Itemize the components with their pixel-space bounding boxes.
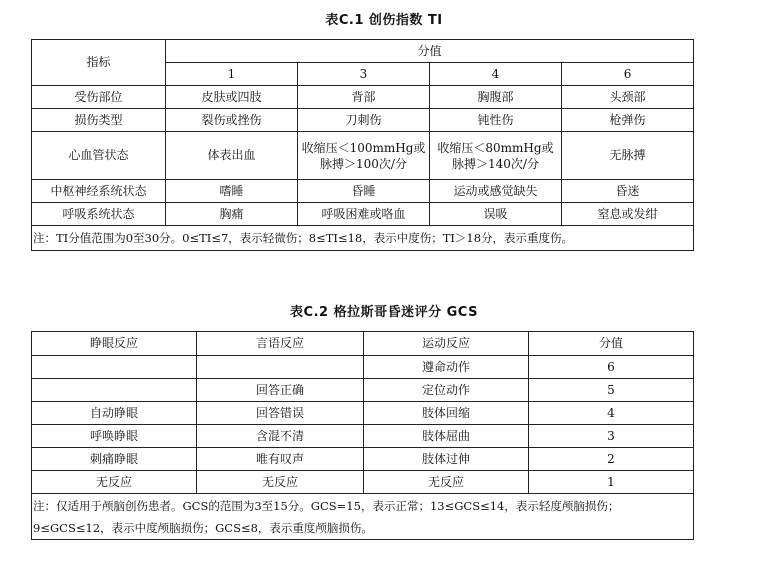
table-row — [32, 402, 694, 425]
motor-response: 肢体回缩 — [364, 402, 529, 425]
table1-note: 注：TI分值范围为0至30分。0≤TI≤7，表示轻微伤；8≤TI≤18，表示中度伤；TI＞18分，表示重度伤。 — [32, 226, 694, 251]
table-cell: 误吸 — [430, 203, 562, 226]
table-row — [32, 132, 694, 180]
verbal-response: 含混不清 — [197, 425, 364, 448]
table-row — [32, 471, 694, 494]
table-cell: 刀刺伤 — [298, 109, 430, 132]
eye-response: 自动睁眼 — [32, 402, 197, 425]
row-label: 呼吸系统状态 — [32, 203, 166, 226]
verbal-response: 唯有叹声 — [197, 448, 364, 471]
gcs-score: 4 — [529, 402, 694, 425]
motor-response: 定位动作 — [364, 379, 529, 402]
verbal-response: 回答错误 — [197, 402, 364, 425]
score-value: 6 — [562, 63, 694, 86]
motor-response: 肢体过伸 — [364, 448, 529, 471]
motor-response: 无反应 — [364, 471, 529, 494]
verbal-response — [197, 356, 364, 379]
table2-note: 注：仅适用于颅脑创伤患者。GCS的范围为3至15分。GCS=15，表示正常；13≤GCS≤14，表示轻度颅脑损伤；9≤GCS≤12，表示中度颅脑损伤；GCS≤8，表示重度颅脑损伤。 — [32, 494, 694, 540]
table-cell: 钝性伤 — [430, 109, 562, 132]
row-label: 心血管状态 — [32, 132, 166, 180]
table-row — [32, 86, 694, 109]
eye-response: 无反应 — [32, 471, 197, 494]
column-header: 运动反应 — [364, 332, 529, 356]
table-cell: 胸痛 — [166, 203, 298, 226]
motor-response: 肢体屈曲 — [364, 425, 529, 448]
indicator-header: 指标 — [32, 40, 166, 86]
row-label: 受伤部位 — [32, 86, 166, 109]
eye-response — [32, 356, 197, 379]
table-cell: 头颈部 — [562, 86, 694, 109]
gcs-score: 6 — [529, 356, 694, 379]
table-cell: 裂伤或挫伤 — [166, 109, 298, 132]
score-value: 3 — [298, 63, 430, 86]
motor-response: 遵命动作 — [364, 356, 529, 379]
gcs-score: 3 — [529, 425, 694, 448]
table-cell: 呼吸困难或咯血 — [298, 203, 430, 226]
row-label: 中枢神经系统状态 — [32, 180, 166, 203]
table-cell: 昏迷 — [562, 180, 694, 203]
score-value: 1 — [166, 63, 298, 86]
eye-response: 刺痛睁眼 — [32, 448, 197, 471]
table-cell: 嗜睡 — [166, 180, 298, 203]
eye-response: 呼唤睁眼 — [32, 425, 197, 448]
table-row — [32, 203, 694, 226]
verbal-response: 回答正确 — [197, 379, 364, 402]
table-row — [32, 448, 694, 471]
column-header: 分值 — [529, 332, 694, 356]
table-row — [32, 379, 694, 402]
table-cell: 体表出血 — [166, 132, 298, 180]
table-row — [32, 425, 694, 448]
gcs-score: 5 — [529, 379, 694, 402]
table1-title: 表C.1 创伤指数 TI — [325, 13, 443, 28]
score-value: 4 — [430, 63, 562, 86]
table-cell: 昏睡 — [298, 180, 430, 203]
eye-response — [32, 379, 197, 402]
table-cell: 窒息或发绀 — [562, 203, 694, 226]
table-cell: 胸腹部 — [430, 86, 562, 109]
column-header: 睁眼反应 — [32, 332, 197, 356]
row-label: 损伤类型 — [32, 109, 166, 132]
gcs-score: 2 — [529, 448, 694, 471]
table-cell: 枪弹伤 — [562, 109, 694, 132]
table-row — [32, 180, 694, 203]
score-header: 分值 — [166, 40, 694, 63]
gcs-score: 1 — [529, 471, 694, 494]
gcs-table — [31, 331, 694, 540]
table-cell: 收缩压＜100mmHg或脉搏＞100次/分 — [298, 132, 430, 180]
table-cell: 运动或感觉缺失 — [430, 180, 562, 203]
table-row — [32, 356, 694, 379]
verbal-response: 无反应 — [197, 471, 364, 494]
ti-table — [31, 39, 694, 251]
table-cell: 皮肤或四肢 — [166, 86, 298, 109]
table-cell: 背部 — [298, 86, 430, 109]
table-row — [32, 109, 694, 132]
table2-title: 表C.2 格拉斯哥昏迷评分 GCS — [290, 305, 478, 320]
table-cell: 收缩压＜80mmHg或脉搏＞140次/分 — [430, 132, 562, 180]
column-header: 言语反应 — [197, 332, 364, 356]
table-cell: 无脉搏 — [562, 132, 694, 180]
